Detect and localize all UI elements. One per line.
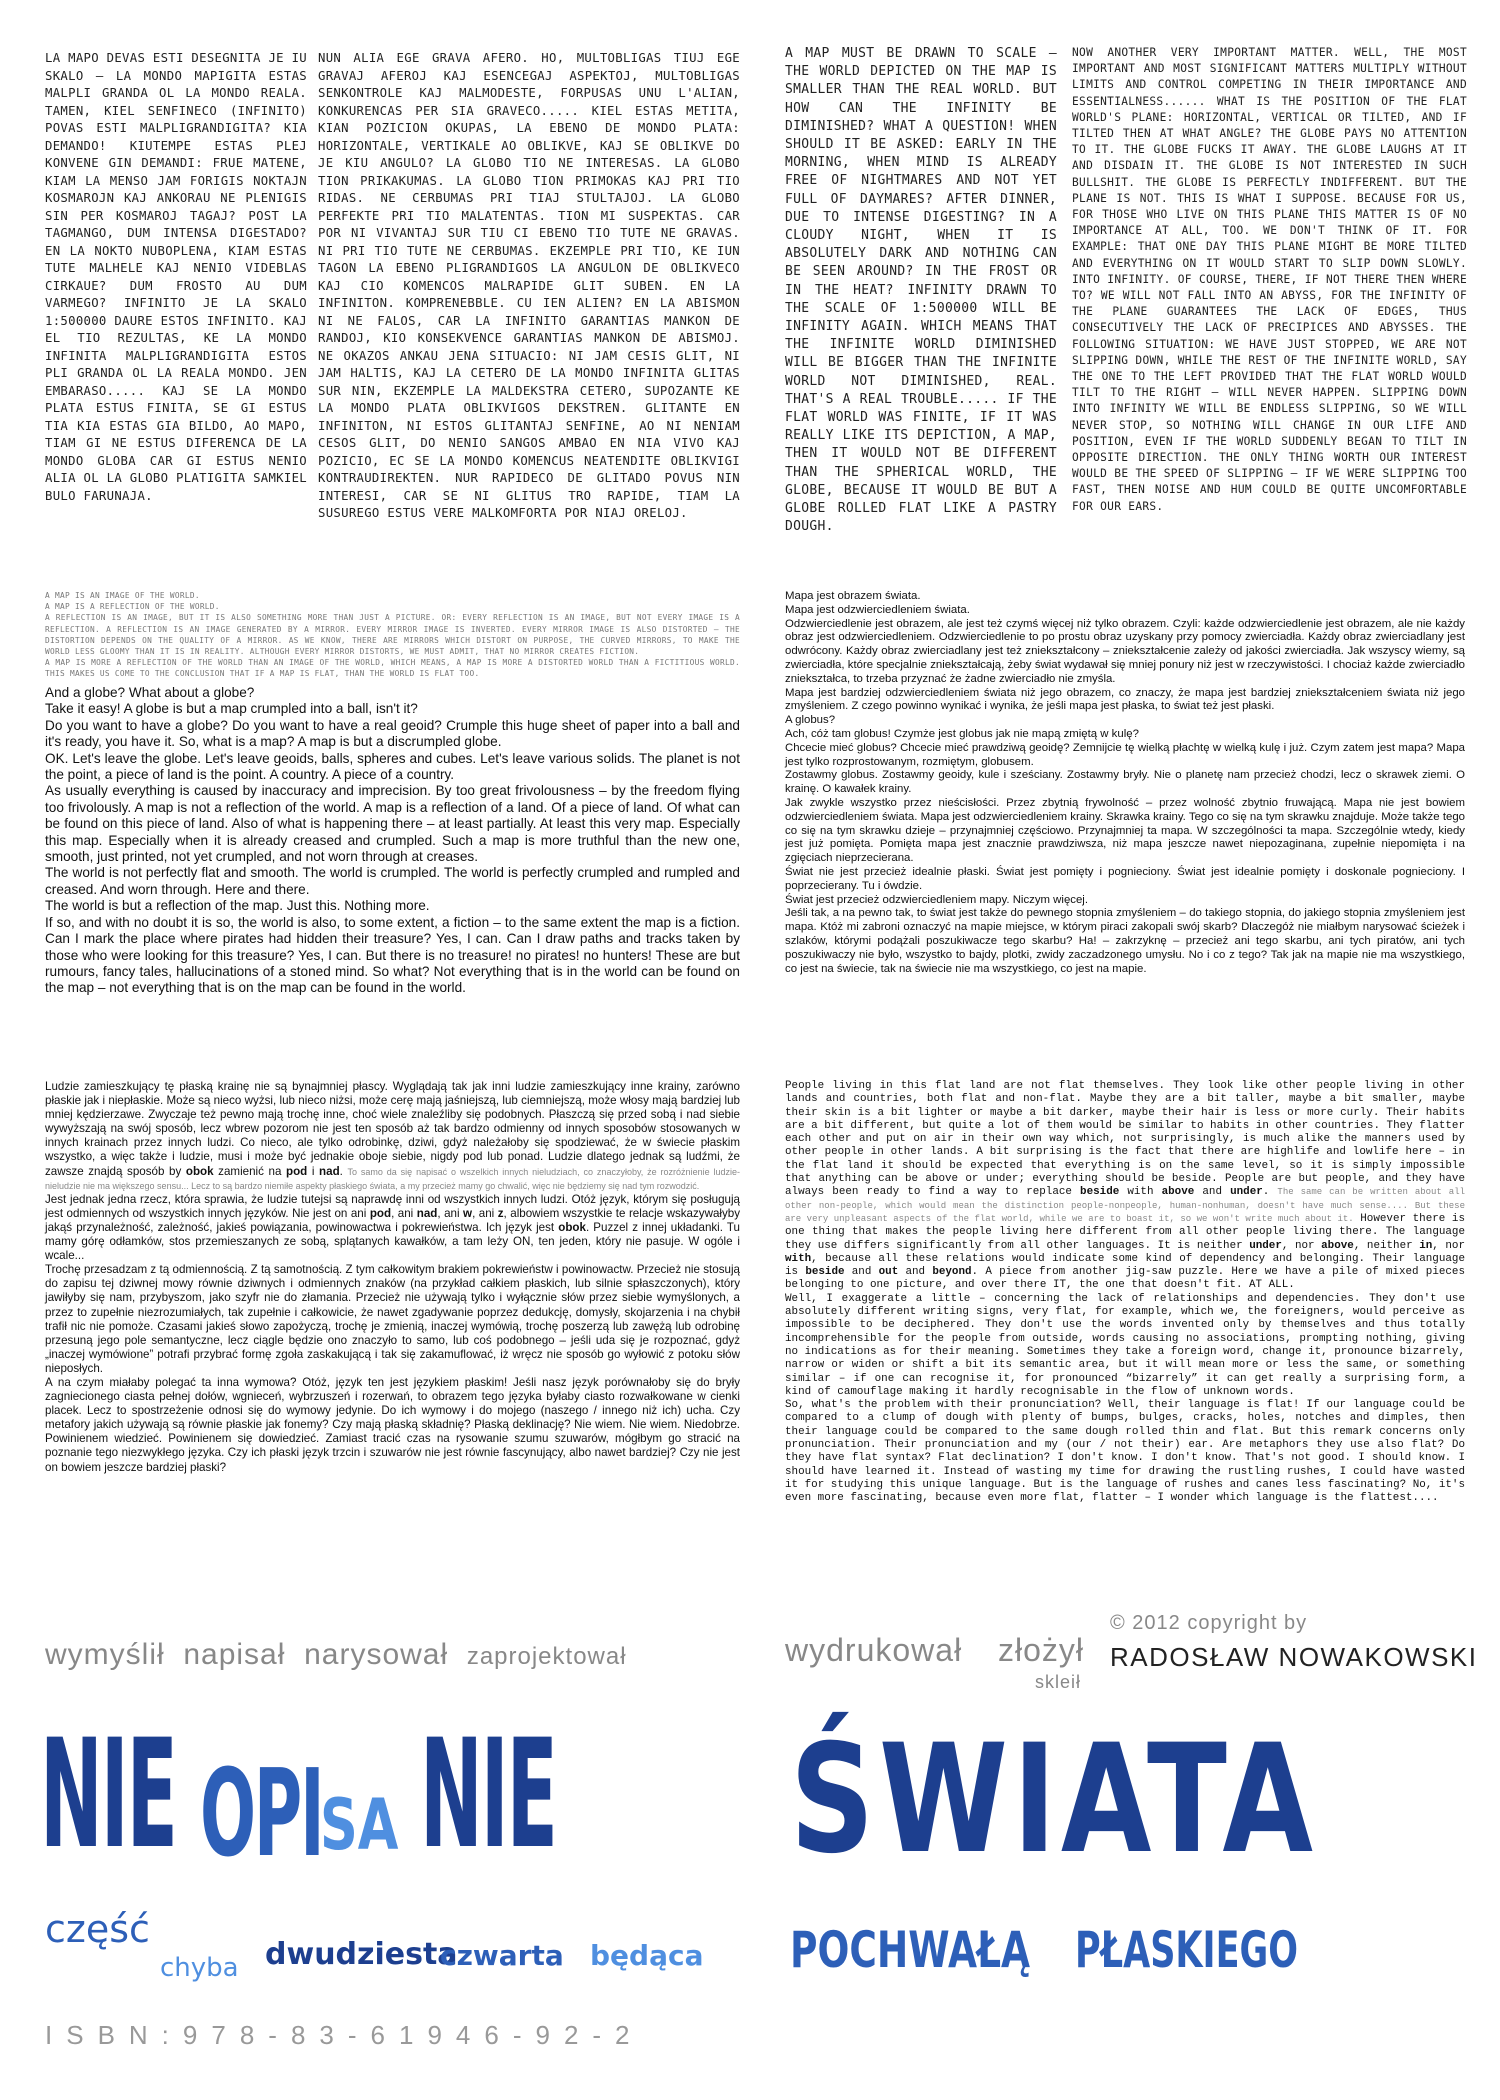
en-bottom-text — [785, 1080, 1465, 1630]
eo-column-2 — [318, 50, 740, 520]
en-text-run: , neither — [1353, 1239, 1420, 1252]
pl-small-aside: To samo da się napisać o wszelkich innych nieludziach, co znaczyłoby, że rozróżnienie ludzie-nieludzie nie ma większego sensu... Lecz to są bardzo niemiłe aspekty płaskiego świata, a my przecież mamy go chwalić, więc nie będziemy się nad tym rozwodzić. — [45, 1166, 740, 1191]
pl-bold-word: pod — [369, 1206, 392, 1220]
pl-text-run: zamienić na — [213, 1164, 287, 1178]
subtitle-dwudziesta: dwudziesta — [265, 1937, 458, 1972]
en-text-run: and — [898, 1266, 933, 1279]
en-text-run: , nor — [1432, 1239, 1465, 1252]
en-text-run: People living in this flat land are not flat themselves. They look like other people living in other lands and countries, both flat and non-flat. Maybe they are a bit taller, maybe a bit smaller, maybe their skin is a bit lighter or maybe a bit darker, maybe their hair is less or more curly. Their habits are a bit different, but quite a lot of them would be similar to habits in other countries. They flatter each other and put on air in their own way which, not surprisingly, is much alike the manners used by other people in other lands. A bit surprising is the fact that there are highlife and lowlife here – in the flat land it should be expected that everything is on the same level, so it is simply impossible that anything can be above or under; everything should be beside. People are but people, and they have always been ready to find a way to replace — [785, 1080, 1465, 1199]
copyright-line: © 2012 copyright by — [1110, 1612, 1308, 1634]
pl-bold-word: w — [463, 1206, 473, 1220]
en-text-run: and — [844, 1266, 879, 1279]
en-bold-word: above — [1161, 1186, 1195, 1199]
en-hand-column-2 — [1072, 45, 1467, 517]
pl-bottom-paragraph-4: A na czym miałaby polegać ta inna wymowa? Otóż, język ten jest językiem płaskim! Jeśli nasz język porównałoby się do bryły zagniecionego ciasta pełnej dołów, wgnieceń, wybrzuszeń i rozerwań, to obrazem tego języka byłaby ciasto rozwałkowane w cienki placek. Lecz to spostrzeżenie odnosi się do wymowy jedynie. Do ich wymowy i do mojego (naszego / innego niż ich) ucha. Czy metafory jakich używają są równie płaskie jak fonemy? Czy mają płaską składnię? Płaską deklinację? Nie wiem. Nie wiem. Niedobrze. Powinienem wiedzieć. Powinienem się dowiedzieć. Zamiast tracić czas na rysowanie szumu szuwarów, mógłbym go stracić na poznanie tego niezwykłego języka. Czy ich płaski język trzcin i szuwarów nie jest równie fascynujący, albo nawet bardziej? Czy nie jest on bowiem jeszcze bardziej płaski? — [45, 1375, 740, 1474]
en-small-aside: The same can be written about all other non-people, which would mean the distinction people-nonpeople, human-nonhuman, doesn't have much sense.... But these are very unpleasant aspects of the flat world, while we are to boast it, so we won't write much about it. — [785, 1187, 1465, 1224]
credit-zlozyl: złożył — [998, 1632, 1085, 1668]
en-bold-word: above — [1321, 1239, 1354, 1252]
en-bottom-paragraph-3: So, what's the problem with their pronunciation? Well, their language is flat! If our language could be compared to a clump of dough with plenty of bumps, bulges, cracks, holes, notches and dimples, then their language could be compared to the same dough rolled thin and flat. But this remark concerns only pronunciation. Their pronunciation and my (our / not their) ear. Are metaphors they use also flat? Do they have flat syntax? Flat declination? I don't know. I don't know. That's not good. I should know. I should have learned it. Instead of wasting my time for drawing the rustling rushes, I could have wasted it for studying this unique language. But is the language of rushes and canes less fascinating? No, it's even more fascinating, because even more flat, flatter – I wonder which language is the flattest.... — [785, 1399, 1465, 1505]
en-text-run: . A piece from another jig-saw puzzle. Here we have a pile of mixed pieces belonging to one picture, and over there IT, the one that doesn't fit. AT ALL. — [785, 1266, 1466, 1292]
en-main-paragraph: Take it easy! A globe is but a map crumpled into a ball, isn't it? — [45, 701, 418, 717]
en-bold-word: beside — [805, 1266, 845, 1279]
eo-column-2-text: NUN ALIA EGE GRAVA AFERO. HO, MULTOBLIGAS TIUJ EGE GRAVAJ AFEROJ KAJ ESENCEGAJ ASPEKTOJ, MULTOBLIGAS SENKONTROLE KAJ MALMODESTE, FORPUSAS UNU L'ALIAN, KONKURENCAS PER SIA GRAVECO..... KIEL ESTAS METITA, KIAN POZICION OKUPAS, LA EBENO DE MONDO PLATA: HORIZONTALE, VERTIKALE AO OBLIKVE, KAJ SE OBLIKVE DO JE KIU ANGULO? LA GLOBO TIO NE INTERESAS. LA GLOBO TION PRIKAKUMAS. LA GLOBO TION PRIMOKAS KAJ PRI TIO RIDAS. NE CERBUMAS PRI TIAJ STULTAJOJ. LA GLOBO PERFEKTE PRI TIO MALATENTAS. TION MI SUSPEKTAS. CAR POR NI VIVANTAJ SUR TIU CI EBENO TIO TUTE NE GRAVAS. NI PRI TIO TUTE NE CERBUMAS. EKZEMPLE PRI TIO, KE IUN TAGON LA EBENO PLIGRANDIGOS LA ANGULON DE OBLIKVECO KAJ CIO KOMENCOS MALRAPIDE GLIT SUBEN. EN LA INFINITON. KOMPRENEBBLE. CU IEN ALIEN? EN LA ABISMON NI NE FALOS, CAR LA INFINITO GARANTIAS MANKON DE RANDOJ, KIO KONSEKVENCE GARANTIAS MANKON DE ABISMOJ. NE OKAZOS ANKAU JENA SITUACIO: NI JAM CESIS GLIT, NI JAM HALTIS, KAJ LA CETERO DE LA MONDO INFINITA GLITAS SUR NIN, EKZEMPLE LA MALDEKSTRA CETERO, SUPOZANTE KE LA MONDO PLATA OBLIKVIGOS DEKSTREN. GLITANTE EN INFINITON, NI ESTOS GLITANTAJ SENFINE, AO NI NENIAM CESOS GLIT, DO NENIO SANGOS AMBAO EN NIA VIVO KAJ POZICIO, EC SE LA MONDO KOMENCUS NEATENDITE OBLIKVIGI KONTRAUDIREKTEN. NUR RAPIDECO DE GLITADO POVUS NIN INTERESI, CAR SE NI GLITUS TRO RAPIDE, TIAM LA SUSUREGO ESTUS VERE MALKOMFORTA POR NIAJ ORELOJ. — [318, 51, 740, 520]
en-text-run: with — [1119, 1186, 1162, 1199]
en-main-paragraph: And a globe? What about a globe? — [45, 685, 255, 700]
credit-wymyslil: wymyślił — [45, 1638, 165, 1671]
pl-text-run: Ludzie zamieszkujący tę płaską krainę nie są bynajmniej płascy. Wyglądają tak jak inni ludzie zamieszkujący inne krainy, zarówno płaskie jak i niepłaskie. Może są nieco wyżsi, lub nieco niżsi, może cerę mają jaśniejszą, lub ciemniejszą, może włosy mają bardziej lub mniej kędzierzawe. Zwyczaje też pewno mają trochę inne, choć wiele znaleźliby się podobnych. Płaszczą się przed sobą i nad siebie wywyższają na swój sposób, lecz wbrew pozorom nie jest ten sposób aż tak bardzo odmienny od innych sposobów stosowanych w innych krainach przez innych ludzi. Co nieco, ale tylko odrobinkę, dziwi, gdyż należałoby się spodziewać, że w świecie płaskim wszystko, a więc także i ludzie, musi i może być jednakie oboje siebie, nigdy pod lub ponad. Ludzie dlatego jednak są ludźmi, że zawsze znajdą sposób by — [45, 1080, 740, 1178]
subtitle-chyba: chyba — [160, 1953, 239, 1983]
en-main-paragraph: Do you want to have a globe? Do you want to have a real geoid? Crumple this huge sheet of paper into a ball and it's ready, you have it. So, what is a map? A map is but a discrumpled globe. — [45, 717, 740, 750]
pl-main-paragraph: Zostawmy globus. Zostawmy geoidy, kule i sześciany. Zostawmy bryły. Nie o planetę nam przecież chodzi, lecz o skrawek ziemi. O krainę. O kawałek krainy. — [785, 769, 1465, 796]
pl-text-run: . Puzzel z innej układanki. Tu mamy górę odłamków, stos przemieszanych ze sobą, splątanych kawałków, a tam leży ON, ten jeden, który nie pasuje. W ogóle i wcale... — [45, 1220, 740, 1263]
credit-zaprojektowal: zaprojektował — [466, 1643, 627, 1670]
subtitle-czwarta: czwarta — [440, 1939, 564, 1972]
pl-text-run: . — [339, 1164, 343, 1178]
en-hand-column-1 — [785, 45, 1057, 535]
en-bold-word: under — [1249, 1239, 1282, 1252]
en-small-hand-block — [45, 590, 740, 680]
credits-left — [45, 1638, 627, 1672]
pl-main-paragraph: Mapa jest odzwierciedleniem świata. — [785, 603, 970, 616]
en-text-run: and — [1194, 1186, 1231, 1199]
en-bold-word: in — [1419, 1239, 1433, 1252]
en-text-run: , nor — [1281, 1239, 1322, 1252]
en-bottom-paragraph-2: Well, I exaggerate a little – concerning the lack of relationships and dependencies. They don't use absolutely different writing signs, very flat, for example, which we, the foreigners, would perceive as impossible to be deciphered. They don't use the words invented only by themselves and thus totally incomprehensible for the people from outside, words causing no associations, prompting nothing, giving no indications as for their meaning. Sometimes they take a foreign word, change it, pronounce bizarrely, narrow or widen or shift a bit its semantic area, but it will mean more or less the same, or something similar – if one can recognise it, for pronounced “bizarrely” it can get really a surprising form, a kind of camouflage making it hardly recognisable in the flow of unknown words. — [785, 1292, 1465, 1398]
en-small-line: A MAP IS MORE A REFLECTION OF THE WORLD THAN AN IMAGE OF THE WORLD, WHICH MEANS, A MAP IS MORE A DISTORTED WORLD THAN A FICTITIOUS WORLD. THIS MAKES US COME TO THE CONCLUSION THAT IF A MAP IS FLAT, THAN THE WORLD IS FLAT TOO. — [45, 658, 740, 679]
title-word-nie-2: NIE — [420, 1708, 556, 1882]
pl-main-text — [785, 590, 1465, 1045]
credit-napisal: napisał — [183, 1638, 286, 1671]
pl-bottom-paragraph-1 — [45, 1080, 740, 1193]
pl-main-paragraph: Jak zwykle wszystko przez nieścisłości. Przez zbytnią frywolność – przez wolność zbytnio fruwającą. Mapa nie jest bowiem odzwierciedleniem świata. Mapa jest odzwierciedleniem krainy. Skrawka krainy. Tego co się na tym skrawku znajduje. Może także tego co się na tym skrawku dzieje – przynajmniej częściowo. Przynajmniej ta mapa. W szczególności ta mapa. Szczególnie wtedy, kiedy jest już pomięta. Pomięta mapa jest znacznie prawdziwsza, niż mapa jeszcze nawet niepozaginana, zupełnie niepomięta i na zgięciach nieprzecierana. — [785, 796, 1465, 865]
en-bold-word: beside — [1080, 1186, 1120, 1199]
pl-text-run: , ani — [391, 1206, 417, 1220]
pl-text-run: , albowiem wszystkie te relacje wskazywałyby jakąś przynależność, zależność, jakieś powiązania, powinowactwa i pokrewieństwa. Ich język jest — [45, 1206, 741, 1234]
title-word-opi: OPI — [200, 1745, 323, 1884]
en-main-paragraph: If so, and with no doubt it is so, the world is also, to some extent, a fiction – to the same extent the map is a fiction. Can I mark the place where pirates had hidden their treasure? Yes, I can. Can I draw paths and tracks taken by those who were looking for this treasure? Yes, I can. But there is no treasure! no pirates! no hunters! These are but rumours, fancy tales, hallucinations of a stoned mind. So what? Not everything that is in the world can be found on the map – not everything that is on the map can be found in the world. — [45, 914, 740, 996]
credit-skleil: skleił — [1035, 1672, 1082, 1692]
pl-bottom-text — [45, 1080, 740, 1610]
en-bottom-paragraph-1 — [785, 1080, 1465, 1293]
isbn: ISBN:978-83-61946-92-2 — [45, 2020, 644, 2050]
eo-column-1-text: LA MAPO DEVAS ESTI DESEGNITA JE IU SKALO – LA MONDO MAPIGITA ESTAS MALPLI GRANDA OL LA MONDO REALA. TAMEN, KIEL SENFINECO (INFINITO) POVAS ESTI MALPLIGRANDIGITA? KIA DEMANDO! KIUTEMPE ESTAS PLEJ KONVENE GIN DEMANDI: FRUE MATENE, KIAM LA MENSO JAM FORIGIS NOKTAJN KOSMAROJN KAJ ANKORAU NE PLENIGIS SIN PER KOSMAROJ TAGAJ? POST LA TAGMANGO, DUM INTENSA DIGESTADO? EN LA NOKTO NUBOPLENA, KIAM ESTAS TUTE MALHELE KAJ NENIO VIDEBLAS CIRKAUE? DUM FROSTO AU DUM VARMEGO? INFINITO JE LA SKALO 1:500000 DAURE ESTOS INFINITO. KAJ EL TIO REZULTAS, KE LA MONDO INFINITA MALPLIGRANDIGITA ESTOS PLI GRANDA OL LA REALA MONDO. JEN EMBARASO..... KAJ SE LA MONDO PLATA ESTUS FINITA, SE GI ESTUS TIA KIA ESTAS GIA BILDO, AO MAPO, TIAM GI NE ESTUS DIFERENCA DE LA MONDO GLOBA CAR GI ESTUS NENIO ALIA OL LA GLOBO PLATIGITA SAMKIEL BULO FARUNAJA. — [45, 51, 307, 503]
credit-narysowal: narysował — [304, 1638, 449, 1671]
pl-bold-word: nad — [416, 1206, 438, 1220]
en-main-paragraph: OK. Let's leave the globe. Let's leave geoids, balls, spheres and cubes. Let's leave various solids. The planet is not the point, a piece of land is the point. A country. A piece of a country. — [45, 750, 740, 783]
en-text-run: However there is one thing that makes the people living here different from all other people living there. The language they use differs significantly from all other languages. It is neither — [785, 1212, 1465, 1252]
title-word-nie-1: NIE — [40, 1708, 176, 1882]
en-main-paragraph: The world is not perfectly flat and smooth. The world is crumpled. The world is perfectly crumpled and rumpled and creased. And worn through. Here and there. — [45, 865, 740, 897]
pl-main-paragraph: Odzwierciedlenie jest obrazem, ale jest też czymś więcej niż tylko obrazem. Czyli: każde odzwierciedlenie jest obrazem, ale nie każdy obraz jest odzwierciedleniem. Odzwierciedlenie to po prostu obraz uzyskany przy pomocy zwierciadła. Każdy obraz zwierciadlany jest odwrócony. Każdy obraz zwierciadlany jest też zniekształcony – zniekształcenie zależy od jakości zwierciadła. Jak wszyscy wiemy, są zwierciadła, które specjalnie zniekształcają, żeby świat wydawał się mniej ponury niż jest w rzeczywistości. I chociaż każde zwierciadło zniekształca, to trzeba przyznać że żadne zwierciadło nie zmyśla. — [785, 617, 1465, 685]
pl-main-paragraph: Świat nie jest przecież idealnie płaski. Świat jest pomięty i pognieciony. Świat jest idealnie pomięty i doskonale pognieciony. I poprzecierany. Tu i ówdzie. — [785, 865, 1465, 892]
title-word-sa: SA — [320, 1784, 399, 1866]
pl-main-paragraph: Chcecie mieć globus? Chcecie mieć prawdziwą geoidę? Zemnijcie tę wielką płachtę w wielką kulę i już. Czym zatem jest mapa? Mapa jest tylko rozprostowanym, rozmiętym, globusem. — [785, 741, 1465, 768]
en-bold-word: out — [878, 1266, 899, 1279]
author-name: RADOSŁAW NOWAKOWSKI — [1110, 1642, 1478, 1672]
pl-main-paragraph: A globus? — [785, 714, 836, 727]
pl-text-run: , ani — [437, 1206, 464, 1220]
title-plaskiego: PŁASKIEGO — [1075, 1921, 1298, 1979]
pl-text-run: Jest jednak jedna rzecz, która sprawia, że ludzie tutejsi są naprawdę inni od wszystkich innych ludzi. Otóż język, którym się posługują jest odmiennych od wszystkich innych języków. Nie jest on ani — [45, 1192, 740, 1220]
pl-text-run: , ani — [472, 1206, 498, 1220]
en-bold-word: beyond — [932, 1266, 972, 1279]
pl-main-paragraph: Ach, cóż tam globus! Czymże jest globus jak nie mapą zmiętą w kulę? — [785, 727, 1139, 740]
credit-wydrukowal: wydrukował — [785, 1632, 963, 1668]
title-pochwala: POCHWAŁĄ — [790, 1921, 1031, 1979]
en-small-line: A MAP IS AN IMAGE OF THE WORLD. — [45, 591, 200, 600]
pl-main-paragraph: Świat jest przecież odzwierciedleniem mapy. Niczym więcej. — [785, 893, 1089, 906]
pl-bottom-paragraph-3: Trochę przesadzam z tą odmiennością. Z tą samotnością. Z tym całkowitym brakiem pokrewieństw i powinowactw. Przecież nie stosują do zapisu tej dziwnej mowy równie dziwnych i odmiennych znaków (na przykład całkiem płaskich, lub silnie spłaszczonych), który jawiłyby się nam, przybyszom, jako szyfr nie do złamania. Przecież nie używają tylko i wyłącznie słów przez siebie wymyślonych, a przez to zupełnie niezrozumiałych, tak zupełnie i całkowicie, że nawet zgadywanie poprzez dedukcję, domysły, skojarzenia i na chybił trafił nic nie pomoże. Czasami jakieś słowo zapożyczą, trochę je zmienią, inaczej wymówią, trochę poszerzą lub zawężą lub odrobinę przesuną jego pole semantyczne, lecz ciągle będzie ono znaczyło to samo, lub coś podobnego – jeśli uda się je rozpoznać, gdyż „inaczej wymówione” potrafi przybrać formę zgoła zaskakującą i tak się zakamuflować, iż wręcz nie sposób go wyłowić z potoku słów nieposłych. — [45, 1263, 740, 1375]
pl-bold-word: z — [497, 1206, 504, 1220]
en-text-run: , because all these relations would indicate some kind of dependency and belonging. Their language is — [785, 1252, 1465, 1279]
pl-bold-word: obok — [558, 1220, 586, 1234]
subtitle-czesc: część — [45, 1907, 150, 1951]
en-bold-word: under — [1230, 1186, 1263, 1199]
pl-bold-word: nad — [319, 1164, 340, 1178]
en-bold-word: with — [785, 1252, 812, 1265]
en-main-paragraph: The world is but a reflection of the map. Just this. Nothing more. — [45, 898, 430, 914]
title-swiata: ŚWIATA — [790, 1713, 1318, 1887]
pl-main-paragraph: Mapa jest bardziej odzwierciedleniem świata niż jego obrazem, co znaczy, że mapa jest bardziej zniekształceniem świata niż jego zmyśleniem. Z czego powinno wynikać i wynika, że jeśli mapa jest płaska, to świat też jest płaski. — [785, 686, 1465, 713]
en-hand-column-2-text: NOW ANOTHER VERY IMPORTANT MATTER. WELL, THE MOST IMPORTANT AND MOST SIGNIFICANT MATTERS MULTIPLY WITHOUT LIMITS AND CONTROL COMPETING IN THEIR IMPORTANCE AND ESSENTIALNESS...... WHAT IS THE POSITION OF THE FLAT WORLD'S PLANE: HORIZONTAL, VERTICAL OR TILTED, AND IF TILTED THEN AT WHAT ANGLE? THE GLOBE PAYS NO ATTENTION TO IT. THE GLOBE FUCKS IT AWAY. THE GLOBE LAUGHS AT IT AND DISDAIN IT. THE GLOBE IS NOT INTERESTED IN SUCH BULLSHIT. THE GLOBE IS PERFECTLY INDIFFERENT. BUT THE PLANE IS NOT. THIS IS WHAT I SUPPOSE. BECAUSE FOR US, FOR THOSE WHO LIVE ON THIS PLANE THIS MATTER IS OF NO IMPORTANCE AT ALL, TOO. WE DON'T THINK OF IT. FOR EXAMPLE: THAT ONE DAY THIS PLANE MIGHT BE MORE TILTED AND EVERYTHING ON IT WOULD START TO SLIP DOWN SLOWLY. INTO INFINITY. OF COURSE, THERE, IF NOT THERE THEN WHERE TO? WE WILL NOT FALL INTO AN ABYSS, FOR THE INFINITY OF THE PLANE GUARANTEES THE LACK OF EDGES, THUS CONSECUTIVELY THE LACK OF PRECIPICES AND ABYSSES. THE FOLLOWING SITUATION: WE HAVE JUST STOPPED, WE ARE NOT SLIPPING DOWN, WHILE THE REST OF THE INFINITE WORLD, SAY THE ONE TO THE LEFT PROVIDED THAT THE FLAT WORLD WOULD TILT TO THE RIGHT – WILL NEVER HAPPEN. SLIPPING DOWN INTO INFINITY WE WILL BE ENDLESS SLIPPING, SO WE WILL NEVER STOP, SO NOTHING WILL CHANGE IN OUR LIFE AND POSITION, EVEN IF THE WORLD SUDDENLY BEGAN TO TILT IN OPPOSITE DIRECTION. THE ONLY THING WORTH OUR INTEREST WOULD BE THE SPEED OF SLIPPING – IF WE WERE SLIPPING TOO FAST, THEN NOISE AND HUM COULD BE QUITE UNCOMFORTABLE FOR OUR EARS. — [1072, 46, 1467, 513]
pl-bottom-paragraph-2 — [45, 1193, 740, 1263]
pl-main-paragraph: Jeśli tak, a na pewno tak, to świat jest także do pewnego stopnia zmyśleniem – do takiego stopnia, do jakiego stopnia zmyśleniem jest mapa. Któż mi zabroni oznaczyć na mapie miejsce, w którym piraci zakopali swój skarb? Dlaczegóż nie miałbym narysować ścieżek i szlaków, którymi podążali poszukiwacze tego skarbu? Ha! – zakrzyknę – przecież ani tego skarbu, ani tych piratów, ani tych poszukiwaczy nie było, wszystko to bajdy, plotki, zwidy zaczadzonego umysłu. No i co z tego? Tak jak na mapie nie ma wszystkiego, co jest na świecie, tak na świecie nie ma wszystkiego, co jest na mapie. — [785, 907, 1465, 975]
subtitle-bedaca: będąca — [590, 1939, 704, 1972]
pl-main-paragraph: Mapa jest obrazem świata. — [785, 590, 921, 602]
en-main-text — [45, 685, 740, 1040]
pl-bold-word: pod — [286, 1164, 308, 1178]
eo-column-1 — [45, 50, 307, 502]
en-hand-column-1-text: A MAP MUST BE DRAWN TO SCALE – THE WORLD DEPICTED ON THE MAP IS SMALLER THAN THE REAL WORLD. BUT HOW CAN THE INFINITY BE DIMINISHED? WHAT A QUESTION! WHEN SHOULD IT BE ASKED: EARLY IN THE MORNING, WHEN MIND IS ALREADY FREE OF NIGHTMARES AND NOT YET FULL OF DAYMARES? AFTER DINNER, DUE TO INTENSE DIGESTING? IN A CLOUDY NIGHT, WHEN IT IS ABSOLUTELY DARK AND NOTHING CAN BE SEEN AROUND? IN THE FROST OR IN THE HEAT? INFINITY DRAWN TO THE SCALE OF 1:500000 WILL BE INFINITY AGAIN. WHICH MEANS THAT THE INFINITE WORLD DIMINISHED WILL BE BIGGER THAN THE INFINITE WORLD NOT DIMINISHED, REAL. THAT'S A REAL TROUBLE..... IF THE FLAT WORLD WAS FINITE, IF IT WAS REALLY LIKE ITS DEPICTION, A MAP, THEN IT WOULD NOT BE DIFFERENT THAN THE SPHERICAL WORLD, THE GLOBE, BECAUSE IT WOULD BE BUT A GLOBE ROLLED FLAT LIKE A PASTRY DOUGH. — [785, 46, 1057, 535]
en-text-run: . — [1262, 1186, 1278, 1199]
pl-text-run: i — [307, 1164, 320, 1178]
en-small-line: A REFLECTION IS AN IMAGE, BUT IT IS ALSO SOMETHING MORE THAN JUST A PICTURE. OR: EVERY REFLECTION IS AN IMAGE, BUT NOT EVERY IMAGE IS A REFLECTION. A REFLECTION IS AN IMAGE GENERATED BY A MIRROR. EVERY MIRROR IMAGE IS INVERTED. EVERY MIRROR IMAGE IS ALSO DISTORTED – THE DISTORTION DEPENDS ON THE QUALITY OF A MIRROR. AS WE KNOW, THERE ARE MIRRORS WHICH DISTORT ON PURPOSE, THE CURVED MIRRORS, TO MAKE THE WORLD LESS GLOOMY THAN IT IS IN REALITY. ALTHOUGH EVERY MIRROR DISTORTS, WE MUST ADMIT, THAT NO MIRROR CREATES FICTION. — [45, 613, 740, 657]
pl-bold-word: obok — [185, 1164, 214, 1178]
en-small-line: A MAP IS A REFLECTION OF THE WORLD. — [45, 602, 220, 612]
en-main-paragraph: As usually everything is caused by inaccuracy and imprecision. By too great frivolousness – by the freedom flying too frivolously. A map is not a reflection of the world. A map is a reflection of a land. Of a piece of land. Of what can be found on this piece of land. Also of what is happening there – at least partially. At least this very map. Especially this map. Especially when it is already creased and crumpled. Such a map is more truthful than the new one, smooth, just printed, not yet crumpled, and not worn through at creases. — [45, 783, 740, 865]
